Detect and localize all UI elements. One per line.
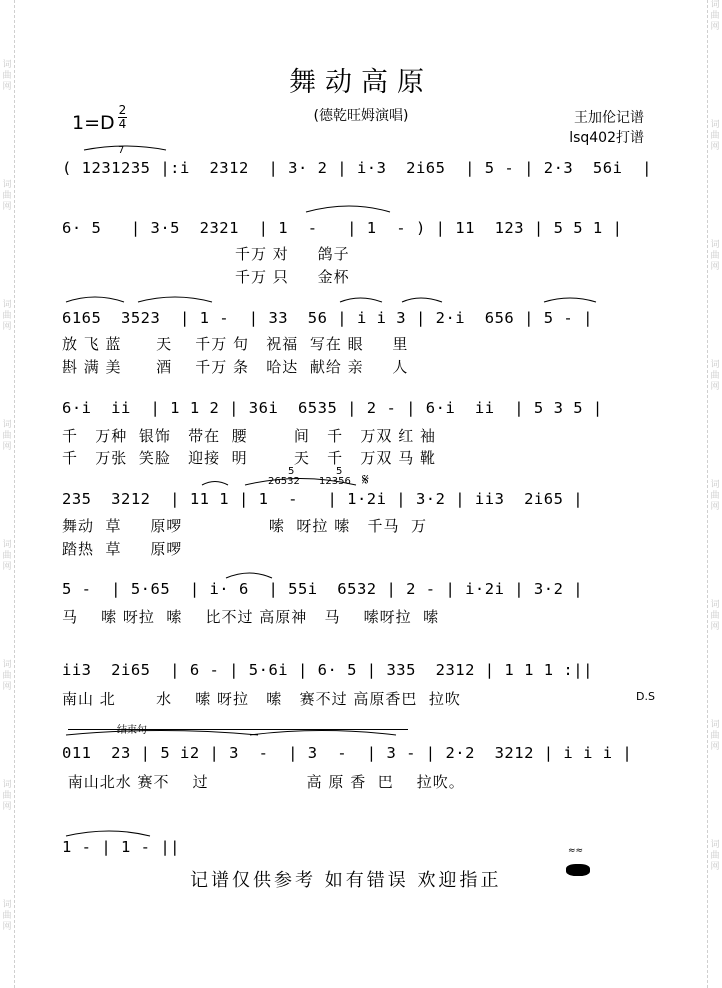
dal-segno-mark: D.S xyxy=(636,690,655,703)
tuplet-5-mark: 5 xyxy=(288,466,295,477)
slur xyxy=(340,298,382,302)
lyric-row-3-verse-2: 斟 满 美 酒 千万 条 哈达 献给 亲 人 xyxy=(62,358,409,376)
slur xyxy=(306,206,390,212)
watermark-text: 词 曲 网 xyxy=(2,180,12,212)
slur xyxy=(226,573,272,578)
slur xyxy=(66,731,258,736)
grace-notes-1: 26532 xyxy=(268,476,300,487)
notation-row-2: 6· 5 | 3·5 2321 | 1 - | 1 - ) | 11 123 | 5 5 1 | xyxy=(62,219,623,237)
lyric-row-4-verse-2: 千 万张 笑脸 迎接 明 天 千 万双 马 靴 xyxy=(62,449,436,467)
notation-row-9: 1 - | 1 - || xyxy=(62,838,180,856)
notation-row-4: 6·i ii | 1 1 2 | 36i 6535 | 2 - | 6·i ii | 5 3 5 | xyxy=(62,399,603,417)
notation-row-7: ii3 2i65 | 6 - | 5·6i | 6· 5 | 335 2312 | 1 1 1 :|| xyxy=(62,661,593,679)
lyric-row-4-verse-1: 千 万种 银饰 带在 腰 间 千 万双 红 袖 xyxy=(62,427,436,445)
slur xyxy=(84,146,166,150)
notation-row-1: ( 1231235 |:i 2312 | 3· 2 | i·3 2i65 | 5 - | 2·3 56i | xyxy=(62,159,652,177)
notation-row-3: 6165 3523 | 1 - | 33 56 | i i 3 | 2·i 656 | 5 - | xyxy=(62,309,593,327)
tuplet-7-mark: 7 xyxy=(118,145,125,156)
lyric-row-7: 南山 北 水 嗦 呀拉 嗦 赛不过 高原香巴 拉吹 xyxy=(62,690,461,708)
watermark-text: 词 曲 网 xyxy=(710,120,720,152)
watermark-text: 词 曲 网 xyxy=(2,660,12,692)
slur xyxy=(202,482,228,486)
watermark-text: 词 曲 网 xyxy=(710,600,720,632)
watermark-text: 词 曲 网 xyxy=(710,240,720,272)
notation-row-8: 011 23 | 5 i2 | 3 - | 3 - | 3 - | 2·2 3212 | i i i | xyxy=(62,744,633,762)
watermark-text: 词 曲 网 xyxy=(2,300,12,332)
tuplet-5-mark: 5 xyxy=(336,466,343,477)
lyric-row-3-verse-1: 放 飞 蓝 天 千万 句 祝福 写在 眼 里 xyxy=(62,335,409,353)
left-margin-strip xyxy=(0,0,15,988)
watermark-text: 词 曲 网 xyxy=(2,60,12,92)
time-numerator: 2 xyxy=(118,103,127,117)
typesetter-credit: lsq402打谱 xyxy=(569,130,644,146)
signature-scribble: ≈≈ xyxy=(568,846,584,856)
grace-notes-2: 12356 xyxy=(319,476,351,487)
slur xyxy=(250,731,396,736)
song-title: 舞动高原 xyxy=(289,67,433,98)
slur xyxy=(138,297,212,302)
notation-row-6: 5 - | 5·65 | i· 6 | 55i 6532 | 2 - | i·2i | 3·2 | xyxy=(62,580,584,598)
watermark-text: 词 曲 网 xyxy=(710,840,720,872)
slur xyxy=(402,298,442,302)
lyric-row-2-verse-1: 千万 对 鸽子 xyxy=(62,245,350,263)
ending-label: 结束句 xyxy=(117,725,147,736)
slur xyxy=(66,297,124,302)
watermark-text: 词 曲 网 xyxy=(710,0,720,32)
lyric-row-6: 马 嗦 呀拉 嗦 比不过 高原神 马 嗦呀拉 嗦 xyxy=(62,608,440,626)
watermark-text: 词 曲 网 xyxy=(710,720,720,752)
watermark-text: 词 曲 网 xyxy=(2,900,12,932)
notation-row-5: 235 3212 | 11 1 | 1 - | 1·2i | 3·2 | ii3 2i65 | xyxy=(62,490,584,508)
lyric-row-5-verse-1: 舞动 草 原啰 嗦 呀拉 嗦 千马 万 xyxy=(62,517,428,535)
signature-mark xyxy=(566,864,590,876)
watermark-text: 词 曲 网 xyxy=(710,480,720,512)
lyric-row-5-verse-2: 踏热 草 原啰 xyxy=(62,540,183,558)
transcriber-credit: 王加伦记谱 xyxy=(574,110,644,126)
time-denominator: 4 xyxy=(118,117,127,131)
time-signature xyxy=(118,104,127,131)
slur xyxy=(66,831,150,836)
watermark-text: 词 曲 网 xyxy=(2,540,12,572)
watermark-text: 词 曲 网 xyxy=(710,360,720,392)
watermark-text: 词 曲 网 xyxy=(2,420,12,452)
key-signature: 1=D xyxy=(72,112,115,134)
watermark-text: 词 曲 网 xyxy=(2,780,12,812)
performer-subtitle: (德乾旺姆演唱) xyxy=(313,108,409,124)
segno-symbol: 𝄋 xyxy=(362,470,369,489)
lyric-row-2-verse-2: 千万 只 金杯 xyxy=(62,268,350,286)
lyric-row-8: 南山北水 赛不 过 高 原 香 巴 拉吹。 xyxy=(62,773,465,791)
footer-note: 记谱仅供参考 如有错误 欢迎指正 xyxy=(190,870,502,891)
slur xyxy=(544,298,596,302)
right-margin-strip xyxy=(707,0,722,988)
